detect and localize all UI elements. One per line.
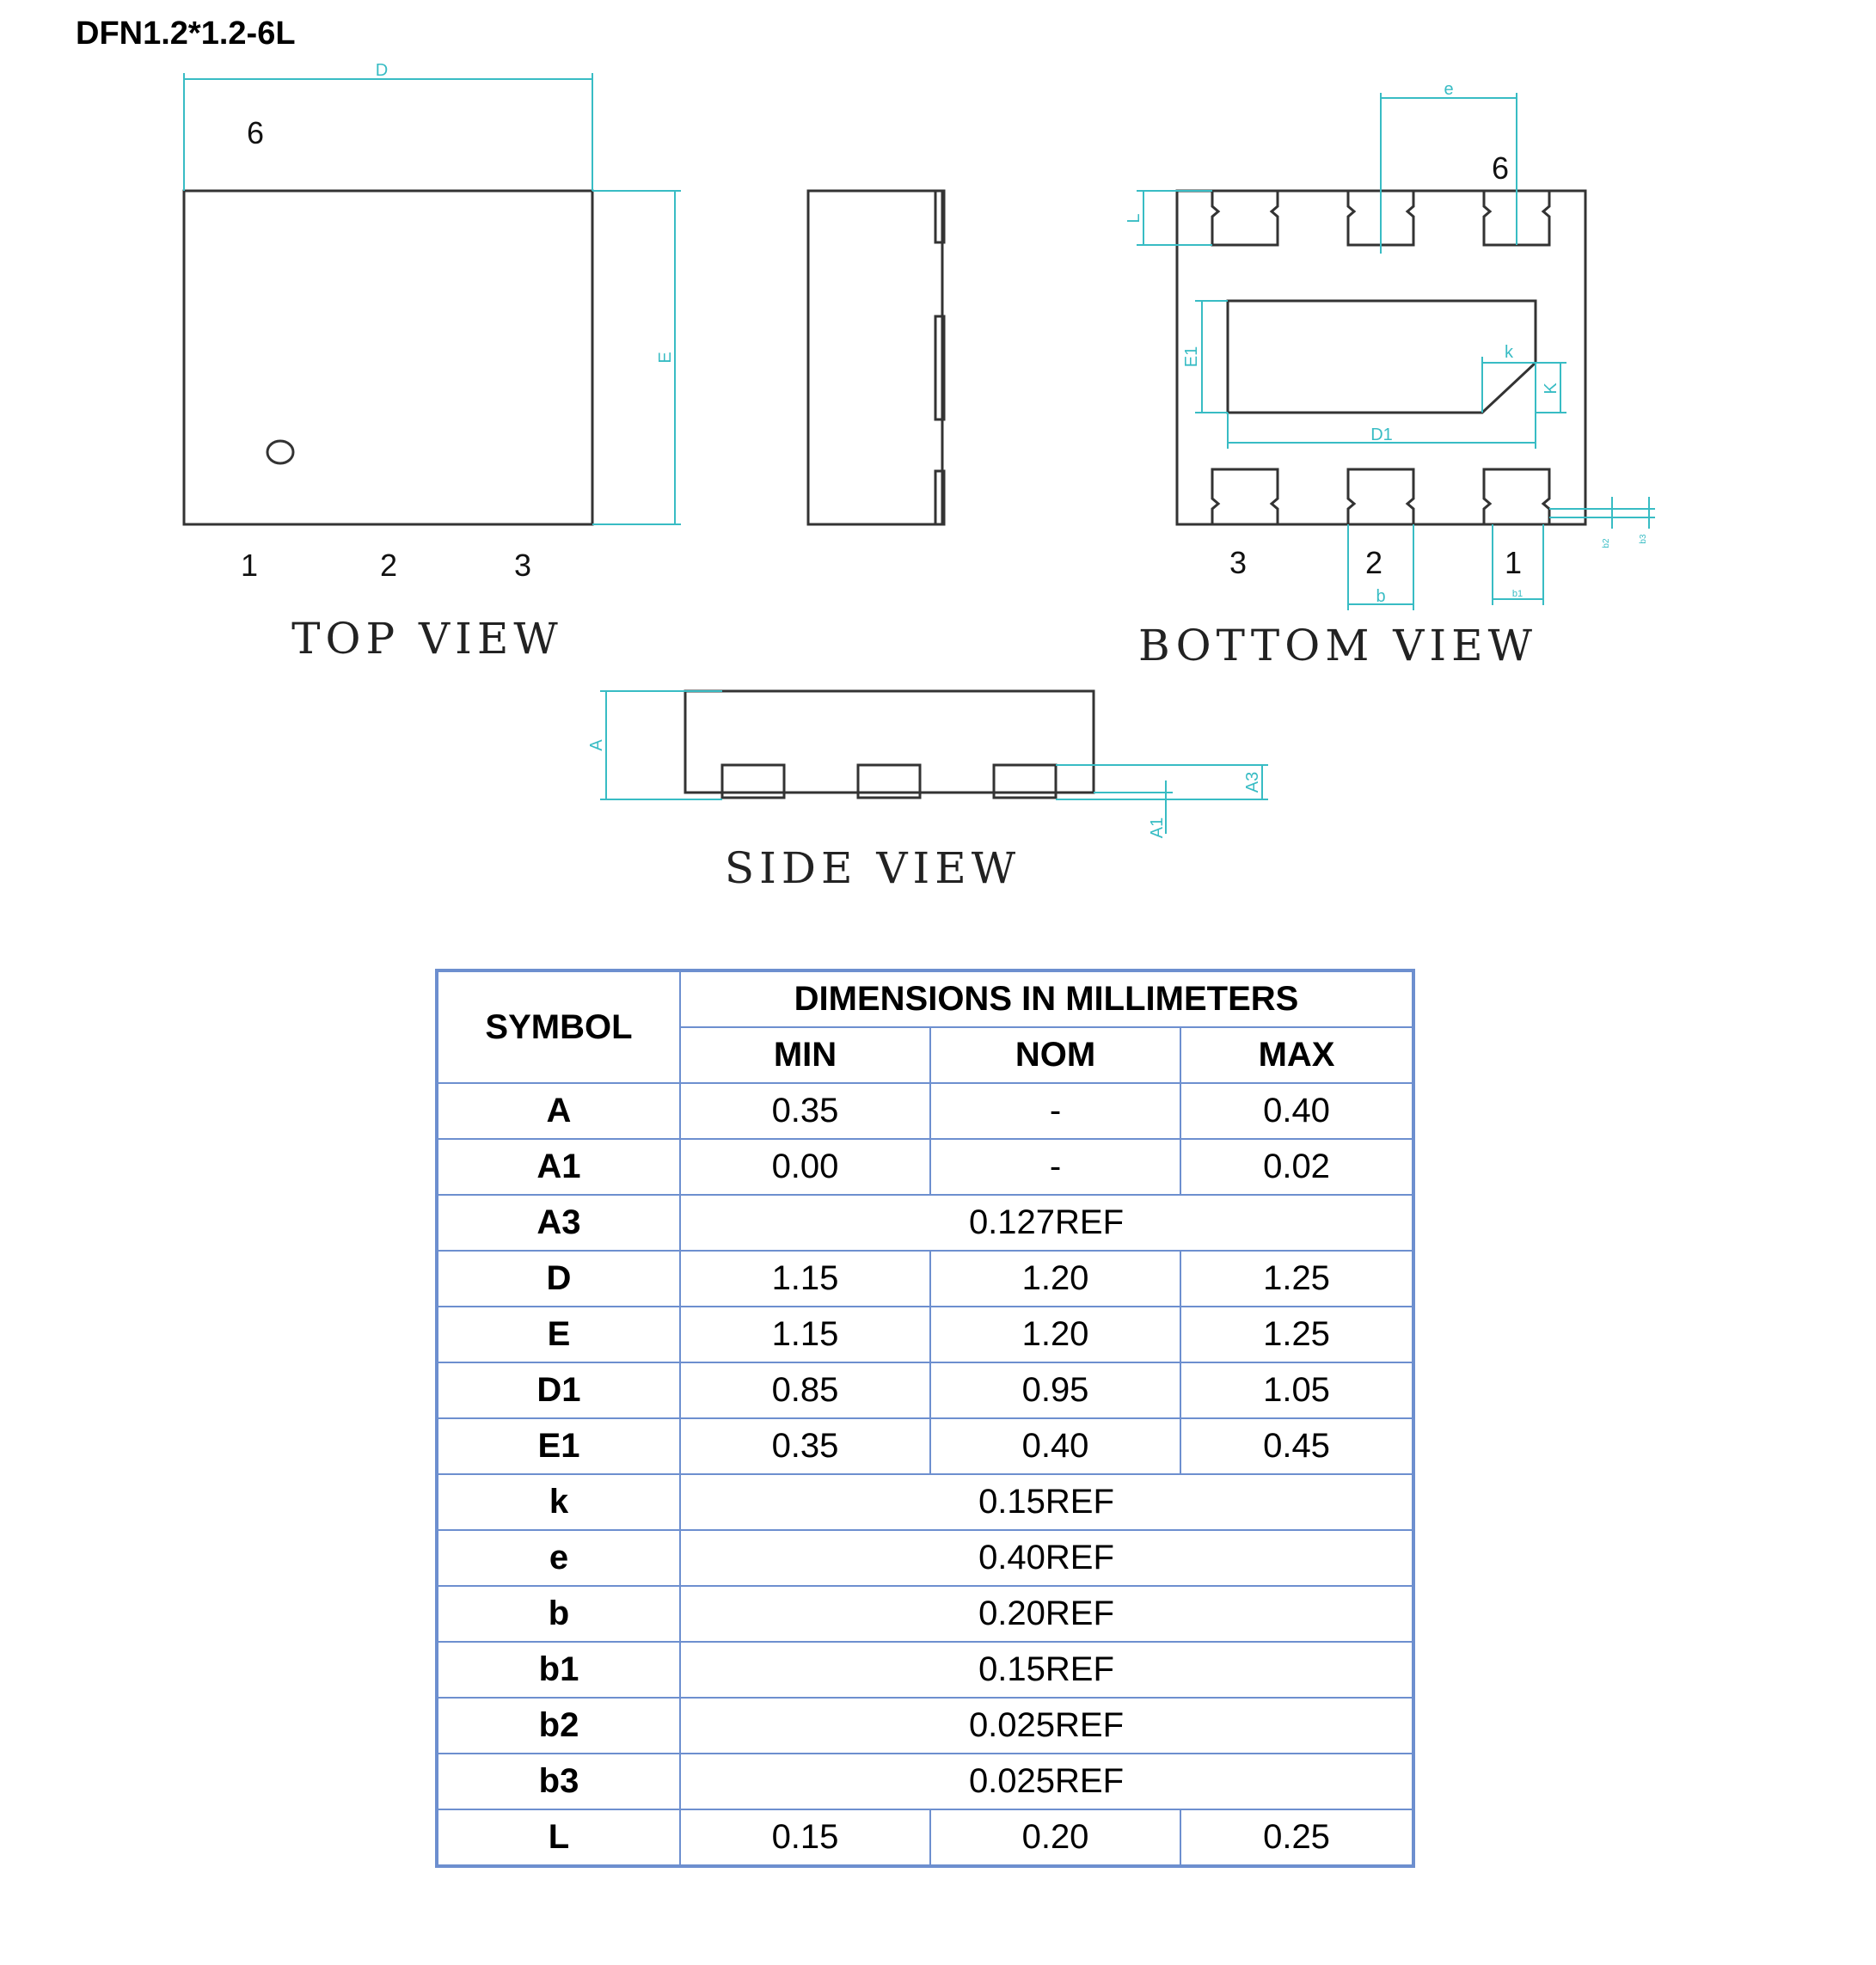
exposed-pad: [1228, 301, 1536, 413]
max-cell: 1.25: [1180, 1307, 1413, 1362]
dim-e1-label: E1: [1182, 346, 1201, 368]
package-drawing: [0, 0, 1876, 946]
top-view-label: TOP VIEW: [291, 614, 563, 664]
bottom-view: [1125, 80, 1655, 670]
pad-bottom-middle: [1348, 469, 1413, 524]
min-cell: 1.15: [680, 1251, 930, 1307]
table-row: [437, 1642, 1413, 1698]
ref-cell: 0.15REF: [680, 1474, 1413, 1530]
symbol-cell: A3: [437, 1195, 680, 1251]
pad-bottom-left: [1212, 469, 1278, 524]
top-pin-6: 6: [246, 115, 265, 150]
symbol-cell: A1: [437, 1139, 680, 1195]
dim-e-pitch-label: e: [1444, 80, 1454, 99]
dim-b2-label: b2: [1602, 538, 1611, 548]
nom-cell: -: [930, 1139, 1180, 1195]
dim-a1-label: A1: [1148, 817, 1167, 839]
symbol-cell: b1: [437, 1642, 680, 1698]
max-cell: 0.02: [1180, 1139, 1413, 1195]
dim-k-big-label: K: [1542, 383, 1560, 395]
symbol-cell: b2: [437, 1698, 680, 1754]
table-row: [437, 1754, 1413, 1809]
pad-bottom-right: [1484, 469, 1549, 524]
ref-cell: 0.025REF: [680, 1698, 1413, 1754]
bottom-pin-6: 6: [1491, 150, 1510, 186]
min-cell: 1.15: [680, 1307, 930, 1362]
bottom-pin-2: 2: [1364, 545, 1383, 580]
table-row: [437, 1698, 1413, 1754]
symbol-cell: e: [437, 1530, 680, 1586]
symbol-cell: L: [437, 1809, 680, 1866]
dim-k-small-label: k: [1505, 343, 1513, 362]
max-cell: 1.05: [1180, 1362, 1413, 1418]
end-profile-lead-bottom: [935, 471, 944, 524]
end-profile-lead-middle: [935, 316, 944, 419]
table-row: [437, 1530, 1413, 1586]
header-symbol: SYMBOL: [437, 970, 680, 1083]
nom-cell: -: [930, 1083, 1180, 1139]
dim-l-label: L: [1125, 213, 1143, 223]
symbol-cell: b3: [437, 1754, 680, 1809]
table-row: [437, 1809, 1413, 1866]
bottom-pin-3: 3: [1229, 545, 1248, 580]
dim-e-label: E: [656, 352, 675, 364]
side-view-body: [685, 691, 1094, 793]
dim-b3-label: b3: [1639, 534, 1648, 544]
symbol-cell: k: [437, 1474, 680, 1530]
pin1-marker: [267, 441, 293, 463]
side-view: [587, 691, 1268, 893]
ref-cell: 0.127REF: [680, 1195, 1413, 1251]
max-cell: 0.25: [1180, 1809, 1413, 1866]
dim-b1-label: b1: [1511, 589, 1523, 599]
nom-cell: 0.20: [930, 1809, 1180, 1866]
nom-cell: 1.20: [930, 1251, 1180, 1307]
table-row: [437, 1474, 1413, 1530]
table-row: [437, 1586, 1413, 1642]
top-pin-1: 1: [240, 548, 259, 583]
table-row: [437, 1307, 1413, 1362]
top-view-body: [184, 191, 592, 524]
bottom-pin-1: 1: [1504, 545, 1523, 580]
nom-cell: 0.95: [930, 1362, 1180, 1418]
table-row: [437, 1362, 1413, 1418]
table-row: [437, 1195, 1413, 1251]
header-max: MAX: [1180, 1027, 1413, 1083]
table-row: [437, 1083, 1413, 1139]
min-cell: 0.35: [680, 1083, 930, 1139]
top-view: [184, 61, 681, 664]
header-dimensions: DIMENSIONS IN MILLIMETERS: [680, 970, 1413, 1027]
top-pin-2: 2: [379, 548, 398, 583]
symbol-cell: A: [437, 1083, 680, 1139]
end-profile-body: [808, 191, 942, 524]
symbol-cell: E: [437, 1307, 680, 1362]
max-cell: 0.45: [1180, 1418, 1413, 1474]
ref-cell: 0.20REF: [680, 1586, 1413, 1642]
dim-d1-label: D1: [1370, 425, 1393, 444]
ref-cell: 0.025REF: [680, 1754, 1413, 1809]
header-min: MIN: [680, 1027, 930, 1083]
nom-cell: 0.40: [930, 1418, 1180, 1474]
max-cell: 1.25: [1180, 1251, 1413, 1307]
min-cell: 0.85: [680, 1362, 930, 1418]
symbol-cell: E1: [437, 1418, 680, 1474]
table-row: [437, 1251, 1413, 1307]
bottom-view-label: BOTTOM VIEW: [1137, 621, 1538, 670]
end-profile-lead-top: [935, 191, 944, 242]
table-row: [437, 1139, 1413, 1195]
pad-top-left: [1212, 191, 1278, 245]
end-profile: [808, 191, 944, 524]
min-cell: 0.15: [680, 1809, 930, 1866]
dim-b-label: b: [1376, 587, 1386, 606]
dim-a3-label: A3: [1243, 771, 1262, 793]
side-view-label: SIDE VIEW: [724, 843, 1021, 893]
symbol-cell: b: [437, 1586, 680, 1642]
max-cell: 0.40: [1180, 1083, 1413, 1139]
min-cell: 0.35: [680, 1418, 930, 1474]
header-nom: NOM: [930, 1027, 1180, 1083]
ref-cell: 0.40REF: [680, 1530, 1413, 1586]
dimensions-table: [435, 969, 1415, 1868]
symbol-cell: D: [437, 1251, 680, 1307]
min-cell: 0.00: [680, 1139, 930, 1195]
ref-cell: 0.15REF: [680, 1642, 1413, 1698]
package-title: DFN1.2*1.2-6L: [76, 15, 296, 52]
nom-cell: 1.20: [930, 1307, 1180, 1362]
dim-a-label: A: [587, 739, 606, 751]
symbol-cell: D1: [437, 1362, 680, 1418]
dim-d-label: D: [375, 61, 389, 80]
top-pin-3: 3: [513, 548, 532, 583]
table-row: [437, 1418, 1413, 1474]
